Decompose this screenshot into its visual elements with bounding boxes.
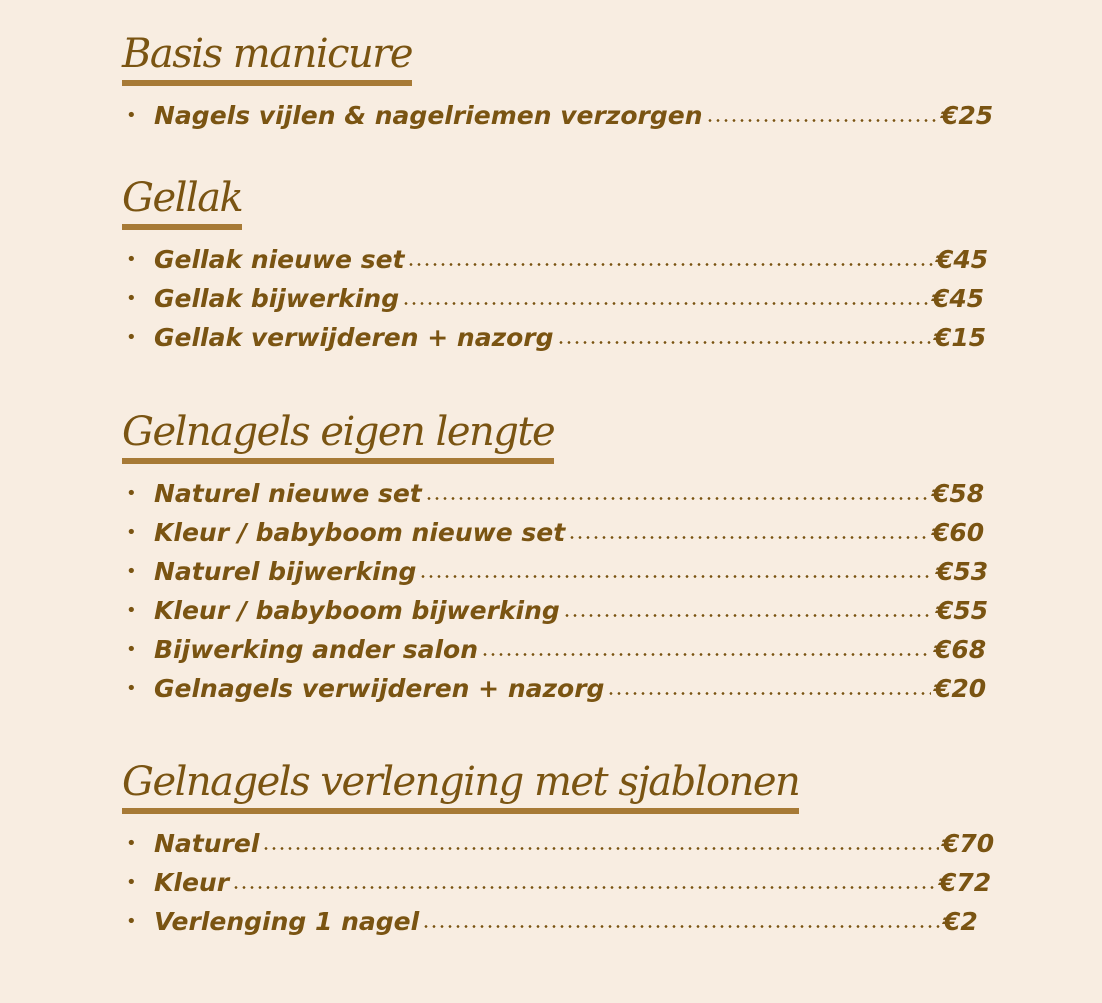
item-price: €20 — [934, 674, 987, 703]
section-gelnagels-eigen-lengte — [122, 408, 989, 708]
dot-leader — [232, 886, 936, 889]
bullet-icon: • — [126, 600, 137, 621]
bullet-icon: • — [126, 522, 137, 543]
dot-leader — [402, 302, 929, 305]
price-item — [122, 669, 987, 708]
dot-leader — [706, 119, 938, 122]
dot-leader — [422, 925, 940, 928]
section-gellak — [122, 174, 989, 357]
item-price: €60 — [932, 518, 985, 547]
item-name: Gellak verwijderen + nazorg — [154, 323, 554, 352]
price-item — [122, 552, 989, 591]
section-title: Gelnagels eigen lengte — [122, 408, 554, 464]
dot-leader — [407, 263, 933, 266]
section-gelnagels-verlenging — [122, 758, 995, 941]
item-name: Gellak nieuwe set — [154, 245, 405, 274]
dot-leader — [481, 653, 931, 656]
price-item — [122, 591, 989, 630]
section-title: Gellak — [122, 174, 242, 230]
dot-leader — [563, 614, 933, 617]
item-name: Verlenging 1 nagel — [154, 907, 420, 936]
price-item — [122, 824, 995, 863]
dot-leader — [557, 341, 931, 344]
dot-leader — [425, 497, 929, 500]
section-title: Gelnagels verlenging met sjablonen — [122, 758, 799, 814]
item-name: Nagels vijlen & nagelriemen verzorgen — [154, 101, 703, 130]
item-price: €70 — [942, 829, 995, 858]
bullet-icon: • — [126, 911, 137, 932]
price-item — [122, 318, 987, 357]
dot-leader — [607, 692, 931, 695]
section-title: Basis manicure — [122, 30, 412, 86]
item-name: Gelnagels verwijderen + nazorg — [154, 674, 605, 703]
item-price: €53 — [936, 557, 989, 586]
item-name: Kleur / babyboom bijwerking — [154, 596, 560, 625]
item-name: Gellak bijwerking — [154, 284, 400, 313]
item-price: €58 — [932, 479, 985, 508]
bullet-icon: • — [126, 639, 137, 660]
item-price: €45 — [936, 245, 989, 274]
price-item — [122, 902, 978, 941]
bullet-icon: • — [126, 872, 137, 893]
section-basis-manicure — [122, 30, 994, 135]
bullet-icon: • — [126, 249, 137, 270]
item-name: Naturel bijwerking — [154, 557, 417, 586]
item-name: Kleur / babyboom nieuwe set — [154, 518, 566, 547]
price-list-items — [122, 474, 989, 708]
bullet-icon: • — [126, 483, 137, 504]
item-name: Naturel — [154, 829, 260, 858]
item-price: €55 — [936, 596, 989, 625]
price-item — [122, 474, 985, 513]
price-list-items — [122, 240, 989, 357]
bullet-icon: • — [126, 678, 137, 699]
price-list-items — [122, 824, 995, 941]
price-item — [122, 240, 989, 279]
item-name: Naturel nieuwe set — [154, 479, 422, 508]
bullet-icon: • — [126, 105, 137, 126]
item-name: Bijwerking ander salon — [154, 635, 479, 664]
dot-leader — [419, 575, 933, 578]
dot-leader — [262, 847, 939, 850]
bullet-icon: • — [126, 288, 137, 309]
item-price: €68 — [934, 635, 987, 664]
bullet-icon: • — [126, 833, 137, 854]
price-item — [122, 96, 994, 135]
item-price: €2 — [943, 907, 978, 936]
item-price: €25 — [941, 101, 994, 130]
bullet-icon: • — [126, 327, 137, 348]
item-price: €15 — [934, 323, 987, 352]
item-price: €72 — [939, 868, 992, 897]
price-item — [122, 630, 987, 669]
item-name: Kleur — [154, 868, 230, 897]
price-list-items — [122, 96, 994, 135]
price-item — [122, 513, 985, 552]
price-item — [122, 279, 985, 318]
dot-leader — [568, 536, 929, 539]
bullet-icon: • — [126, 561, 137, 582]
item-price: €45 — [932, 284, 985, 313]
price-item — [122, 863, 992, 902]
